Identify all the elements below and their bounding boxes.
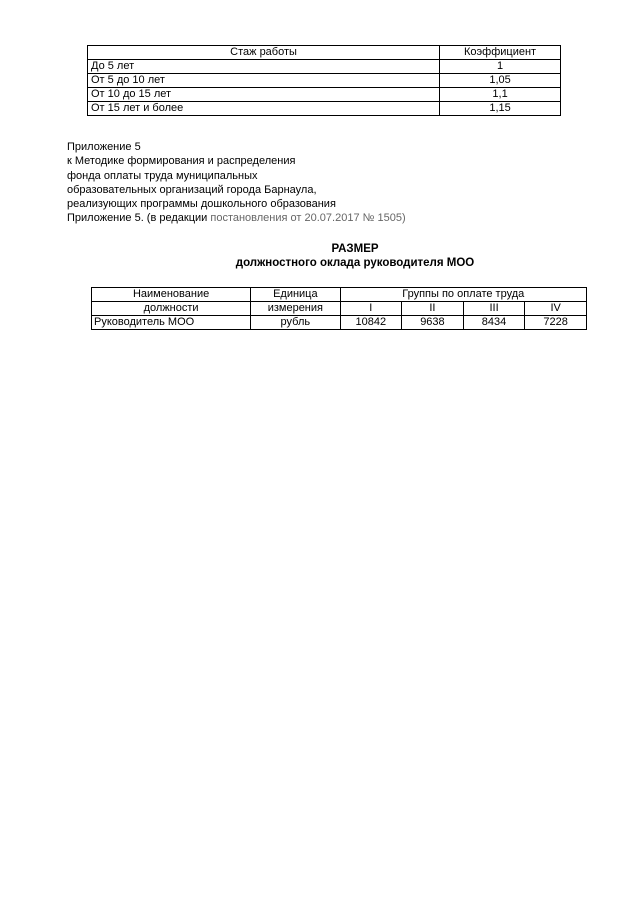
table-header-row — [88, 46, 561, 60]
coefficient-cell: 1,15 — [440, 102, 561, 116]
appendix-line: к Методике формирования и распределения — [67, 155, 296, 168]
table-header-row — [92, 302, 587, 316]
salary-cell: 9638 — [402, 316, 464, 330]
salary-cell: 10842 — [340, 316, 402, 330]
seniority-cell: От 15 лет и более — [88, 102, 440, 116]
appendix-line: Приложение 5 — [67, 141, 141, 153]
resolution-link[interactable]: постановления от 20.07.2017 № 1505) — [210, 212, 406, 225]
seniority-cell: От 5 до 10 лет — [88, 74, 440, 88]
table-row — [92, 316, 587, 330]
header-unit-2: измерения — [251, 302, 340, 316]
unit-cell: рубль — [251, 316, 340, 330]
header-unit-1: Единица — [251, 288, 340, 302]
document-subtitle: должностного оклада руководителя МОО — [235, 257, 475, 269]
appendix-line: образовательных организаций города Барнаула, — [67, 183, 317, 196]
document-title: РАЗМЕР — [331, 243, 379, 255]
group-header-3: III — [463, 302, 525, 316]
coefficient-cell: 1 — [440, 60, 561, 74]
group-header-2: II — [402, 302, 464, 316]
group-header-1: I — [340, 302, 402, 316]
table-row — [88, 88, 561, 102]
seniority-cell: От 10 до 15 лет — [88, 88, 440, 102]
header-position-2: должности — [92, 302, 251, 316]
appendix-line: реализующих программы дошкольного образования — [67, 198, 336, 211]
coefficient-cell: 1,05 — [440, 74, 561, 88]
group-header-4: IV — [525, 302, 587, 316]
table-row — [88, 102, 561, 116]
salary-table — [91, 287, 587, 330]
position-cell: Руководитель МОО — [92, 316, 251, 330]
header-coefficient: Коэффициент — [440, 46, 561, 60]
salary-cell: 8434 — [463, 316, 525, 330]
seniority-coefficient-table — [87, 45, 561, 116]
table-header-row — [92, 288, 587, 302]
seniority-cell: До 5 лет — [88, 60, 440, 74]
appendix-block — [67, 140, 406, 226]
table-row — [88, 74, 561, 88]
header-position-1: Наименование — [92, 288, 251, 302]
table-row — [88, 60, 561, 74]
edition-prefix: Приложение 5. (в редакции — [67, 212, 208, 225]
header-groups: Группы по оплате труда — [340, 288, 586, 302]
appendix-edition-line — [67, 211, 406, 225]
appendix-line: фонда оплаты труда муниципальных — [67, 169, 258, 182]
salary-cell: 7228 — [525, 316, 587, 330]
coefficient-cell: 1,1 — [440, 88, 561, 102]
header-seniority: Стаж работы — [88, 46, 440, 60]
